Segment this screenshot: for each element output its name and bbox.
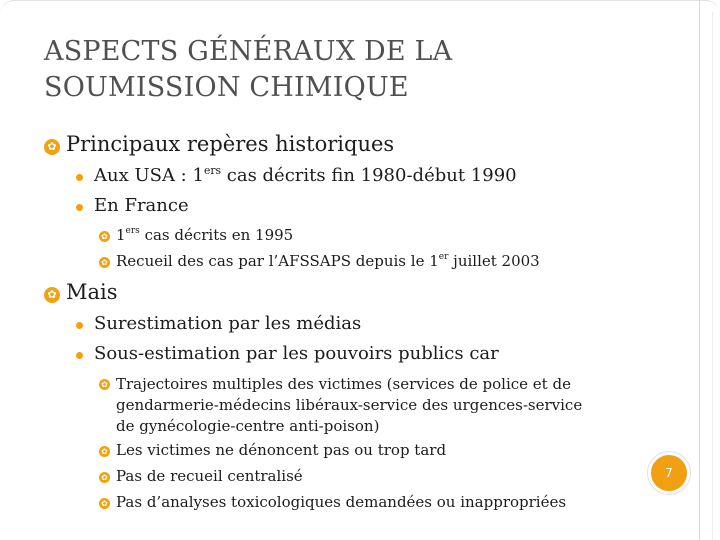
list-item-usa xyxy=(94,165,517,186)
list-item-surestimation: Surestimation par les médias xyxy=(94,313,362,334)
dot-bullet-icon xyxy=(76,322,83,329)
sub-item-1995-text-end: cas décrits en 1995 xyxy=(139,226,294,244)
sub-item-afssaps-text-end: juillet 2003 xyxy=(448,252,540,270)
dot-bullet-icon xyxy=(76,174,83,181)
sub-item-recueil: Pas de recueil centralisé xyxy=(116,467,303,485)
gear-bullet-icon: ✿ xyxy=(99,472,110,483)
sub-item-afssaps xyxy=(116,252,540,270)
slide-title-line-2: SOUMISSION CHIMIQUE xyxy=(44,72,409,103)
sub-item-1995-text: 1 xyxy=(116,226,126,244)
list-item-sous-estimation: Sous-estimation par les pouvoirs publics car xyxy=(94,343,499,364)
gear-bullet-icon: ✿ xyxy=(44,139,60,155)
sub-item-trajectoires-line-2: gendarmerie-médecins libéraux-service des urgences-service xyxy=(116,396,583,414)
sub-item-victimes: Les victimes ne dénoncent pas ou trop tard xyxy=(116,441,447,459)
list-item-usa-text-end: cas décrits fin 1980-début 1990 xyxy=(221,165,517,186)
gear-bullet-icon: ✿ xyxy=(99,446,110,457)
dot-bullet-icon xyxy=(76,352,83,359)
sub-item-trajectoires-line-1: Trajectoires multiples des victimes (services de police et de xyxy=(116,375,571,393)
section-heading-mais: Mais xyxy=(66,280,118,304)
superscript: ers xyxy=(125,226,140,236)
superscript: er xyxy=(438,252,449,262)
gear-bullet-icon: ✿ xyxy=(99,257,110,268)
page-number-badge: 7 xyxy=(648,452,690,494)
sub-item-1995 xyxy=(116,226,293,244)
sub-item-trajectoires xyxy=(116,374,582,437)
superscript: ers xyxy=(203,164,222,177)
sub-item-analyses: Pas d’analyses toxicologiques demandées ou inappropriées xyxy=(116,493,567,511)
gear-bullet-icon: ✿ xyxy=(99,379,110,390)
sub-item-trajectoires-line-3: de gynécologie-centre anti-poison) xyxy=(116,417,380,435)
section-heading-historique: Principaux repères historiques xyxy=(66,132,395,156)
sub-item-afssaps-text: Recueil des cas par l’AFSSAPS depuis le 1 xyxy=(116,252,439,270)
gear-bullet-icon: ✿ xyxy=(99,231,110,242)
slide-title-line-1: ASPECTS GÉNÉRAUX DE LA xyxy=(44,36,453,67)
list-item-usa-text: Aux USA : 1 xyxy=(94,165,204,186)
dot-bullet-icon xyxy=(76,204,83,211)
gear-bullet-icon: ✿ xyxy=(44,287,60,303)
list-item-france: En France xyxy=(94,195,189,216)
gear-bullet-icon: ✿ xyxy=(99,498,110,509)
